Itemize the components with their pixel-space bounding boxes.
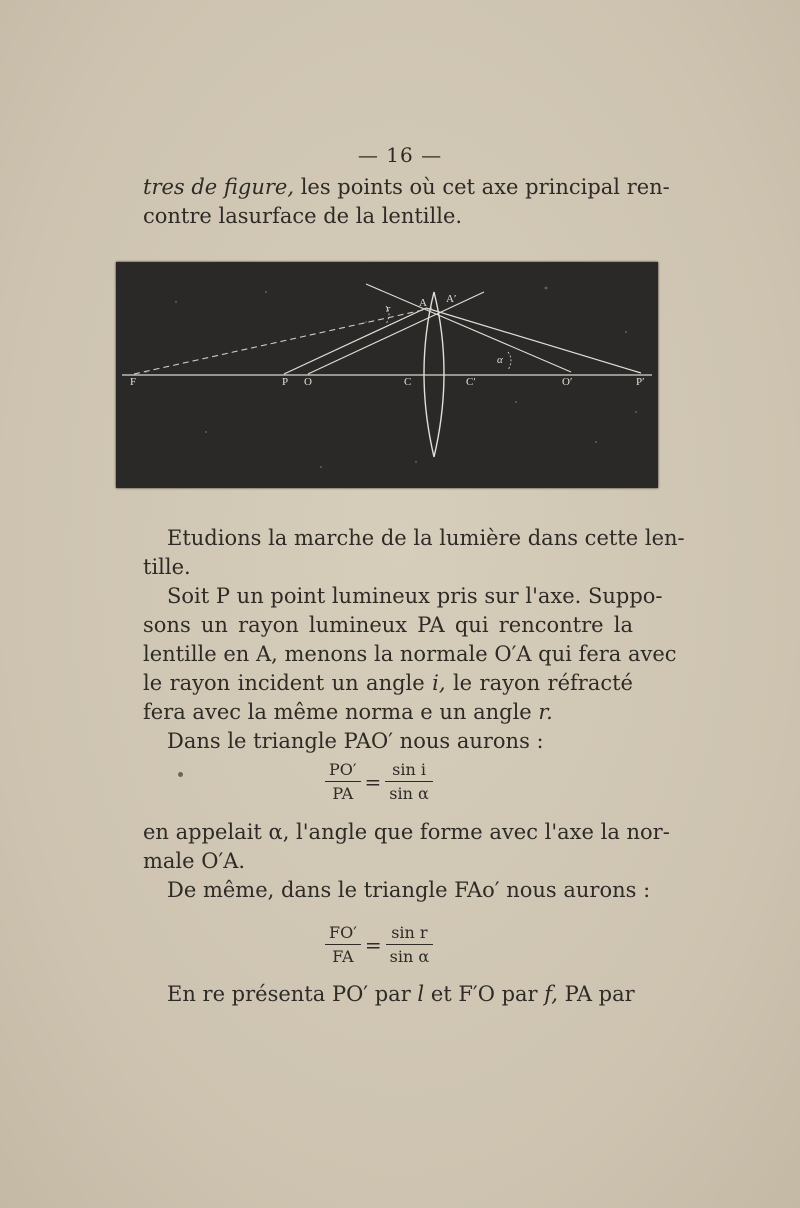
lens-diagram-svg xyxy=(116,262,658,488)
refracted-ray xyxy=(426,308,641,373)
para3-line-2: male O′A. xyxy=(143,849,246,873)
label-alpha: α xyxy=(497,354,503,366)
para3-line-3: De même, dans le triangle FAo′ nous aurons : xyxy=(167,878,651,902)
intro-line-2: contre lasurface de la lentille. xyxy=(143,204,463,228)
intro-paragraph xyxy=(143,173,670,231)
formula-2-equals: = xyxy=(364,932,382,957)
page-number: — 16 — xyxy=(357,143,443,167)
para2-line-1: Soit P un point lumineux pris sur l'axe. Suppo- xyxy=(167,584,663,608)
formula-1-right-fraction: $\frac{\text{sin i}}{\text{sin α}}$ xyxy=(385,760,433,803)
para2-line-2: sons un rayon lumineux PA qui rencontre la xyxy=(143,613,633,637)
last-line: En re présenta PO′ par l et F′O par f, PA par xyxy=(167,982,635,1006)
label-c-prime: C′ xyxy=(466,376,476,388)
ink-dot xyxy=(178,772,183,777)
formula-1-equals: = xyxy=(364,769,382,794)
label-o: O xyxy=(304,376,312,388)
label-a: A xyxy=(419,297,427,309)
dashed-extension xyxy=(134,308,432,374)
para2-line-6: Dans le triangle PAO′ nous aurons : xyxy=(167,729,544,753)
angle-arc-alpha xyxy=(508,352,511,370)
formula-2-left-fraction: $\frac{FO'}{FA}$ xyxy=(325,923,361,966)
lens-diagram xyxy=(116,262,658,488)
normal-line-o xyxy=(308,292,484,374)
formula-2-right-fraction: $\frac{\text{sin r}}{\text{sin α}}$ xyxy=(386,923,434,966)
para2-line-3: lentille en A, menons la normale O′A qui fera avec xyxy=(143,642,677,666)
label-r: r xyxy=(386,303,391,315)
para1-line-2: tille. xyxy=(143,555,191,579)
label-a-prime: A′ xyxy=(446,293,457,305)
label-p: P xyxy=(282,376,289,388)
label-c: C xyxy=(404,376,412,388)
paragraph-3 xyxy=(143,818,670,905)
formula-2 xyxy=(325,923,433,966)
para2-line-4: le rayon incident un angle i, le rayon réfracté xyxy=(143,671,633,695)
incident-ray xyxy=(284,308,426,374)
formula-1 xyxy=(325,760,433,803)
formula-1-left-fraction: $\frac{PO'}{PA}$ xyxy=(325,760,361,803)
italic-figure-words: tres de figure, xyxy=(143,175,295,199)
label-p-prime: P′ xyxy=(636,376,645,388)
para2-line-5: fera avec la même norma e un angle r. xyxy=(143,700,553,724)
paragraph-2 xyxy=(143,582,677,756)
label-o-prime: O′ xyxy=(562,376,573,388)
normal-line-o-prime xyxy=(366,284,571,372)
para1-line-1: Etudions la marche de la lumière dans cette len- xyxy=(167,526,685,550)
last-paragraph xyxy=(143,980,633,1009)
para3-line-1: en appelait α, l'angle que forme avec l'axe la nor- xyxy=(143,820,670,844)
label-f: F xyxy=(130,376,137,388)
intro-line-1: tres de figure, les points où cet axe principal ren- xyxy=(143,175,670,199)
paragraph-1 xyxy=(143,524,685,582)
